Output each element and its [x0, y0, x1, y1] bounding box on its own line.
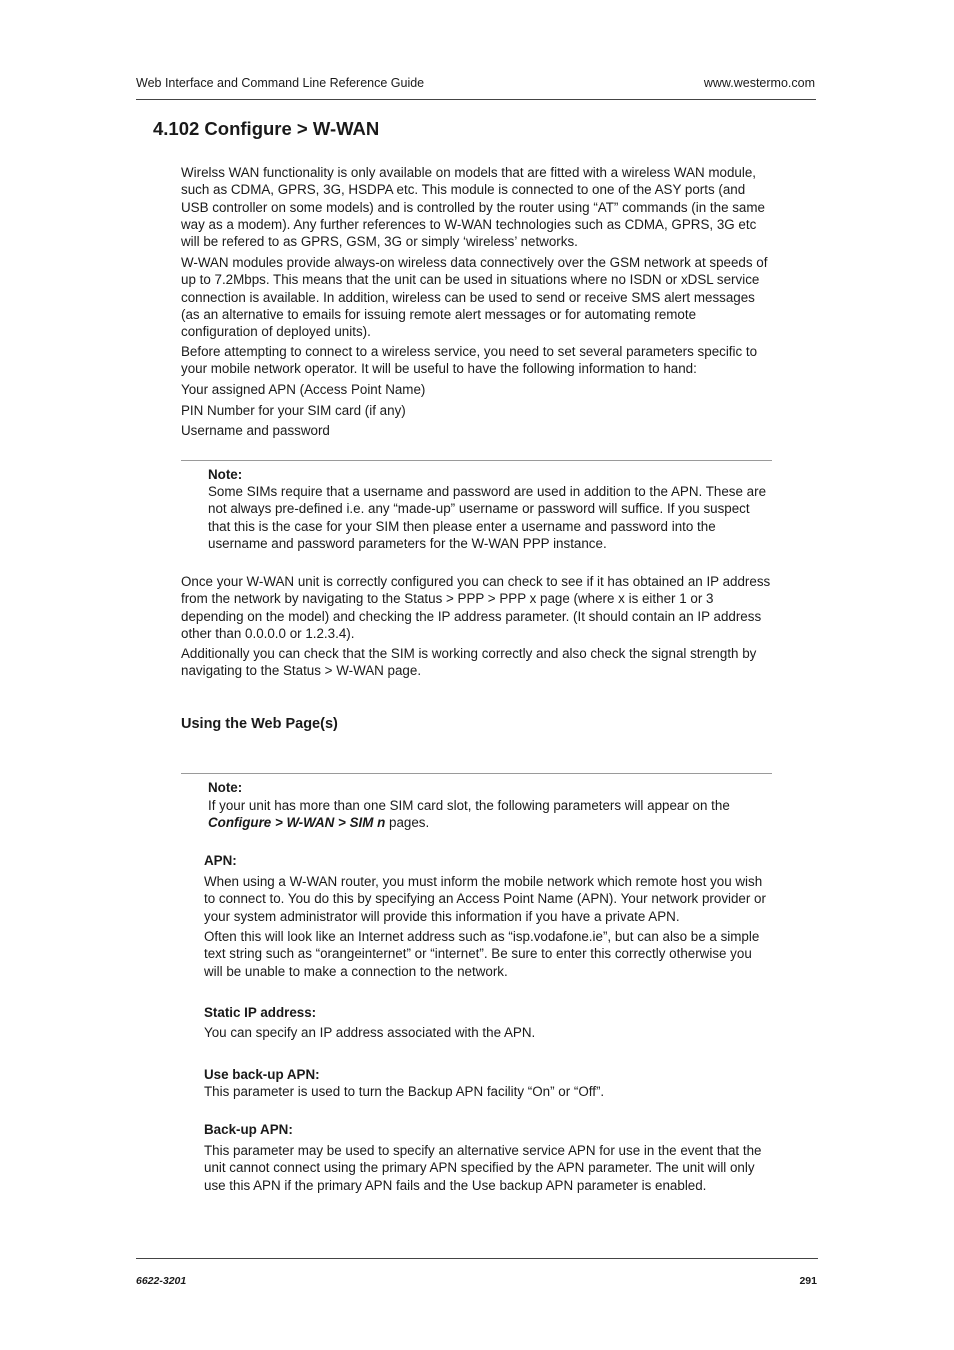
backup-apn-description: This parameter may be used to specify an alternative service APN for use in the event that the unit cannot connect using the primary APN specified by the APN parameter. The unit will only use this APN if the primary APN fails and the Use backup APN parameter is enabled.: [204, 1143, 762, 1193]
running-header-url: www.westermo.com: [703, 76, 815, 90]
subheading: Using the Web Page(s): [181, 716, 338, 732]
note-label-2: Note:: [208, 780, 243, 795]
config-path: Configure > W-WAN > SIM n: [208, 815, 386, 831]
intro-paragraph-3: Before attempting to connect to a wireless service, you need to set several parameters specific to your mobile network operator. It will be useful to have the following information to hand:: [181, 344, 758, 377]
page-number: 291: [799, 1275, 817, 1287]
header-rule: [136, 99, 816, 100]
note-label: Note:: [208, 467, 243, 482]
running-header-title: Web Interface and Command Line Reference Guide: [136, 76, 425, 90]
note-text-2: [208, 797, 771, 832]
backup-apn-label: Back-up APN:: [204, 1122, 293, 1137]
note-text-2-lead: If your unit has more than one SIM card slot, the following parameters will appear on the: [208, 798, 730, 813]
apn-label: APN:: [204, 853, 237, 868]
info-item-credentials: Username and password: [181, 423, 330, 438]
note-rule-2: [181, 773, 772, 774]
footer-rule: [136, 1258, 818, 1259]
intro-paragraph-2: W-WAN modules provide always-on wireless data connectively over the GSM network at speeds of up to 7.2Mbps. This means that the unit can be used in situations where no ISDN or xDSL service connection is available. In addition, wireless can be used to send or receive SMS alert messages (as an alternative to emails for issuing remote alert messages or for automating remote configuration of deployed units).: [181, 255, 768, 340]
apn-description-1: When using a W-WAN router, you must inform the mobile network which remote host you wish to connect to. You do this by specifying an Access Point Name (APN). Your network provider or your system administrator will provide this information if you have a private APN.: [204, 874, 766, 924]
use-backup-apn-description: This parameter is used to turn the Backup APN facility “On” or “Off”.: [204, 1084, 605, 1099]
note-text: Some SIMs require that a username and password are used in addition to the APN. These are not always pre-defined i.e. any “made-up” username or password will suffice. If you suspect that this is the case for your SIM then please enter a username and password into the username and password parameters for the W-WAN PPP instance.: [208, 484, 767, 551]
status-check-paragraph: Once your W-WAN unit is correctly configured you can check to see if it has obtained an IP address from the network by navigating to the Status > PPP > PPP x page (where x is either 1 or 3 depending on the model) and checking the IP address parameter. (It should contain an IP address other than 0.0.0.0 or 1.2.3.4).: [181, 574, 771, 641]
note-text-2-tail: pages.: [385, 815, 430, 831]
document-number: 6622-3201: [136, 1275, 187, 1287]
static-ip-description: You can specify an IP address associated with the APN.: [204, 1025, 536, 1040]
use-backup-apn-label: Use back-up APN:: [204, 1067, 320, 1082]
intro-paragraph-1: Wirelss WAN functionality is only available on models that are fitted with a wireless WAN module, such as CDMA, GPRS, 3G, HSDPA etc. This module is connected to one of the ASY ports (and USB controller on some models) and is controlled by the router using “AT” commands (in the same way as a modem). Any further references to W-WAN technologies such as CDMA, GPRS, 3G etc will be refered to as GPRS, GSM, 3G or simply ‘wireless’ networks.: [181, 165, 765, 250]
static-ip-label: Static IP address:: [204, 1005, 317, 1020]
note-rule: [181, 460, 772, 461]
info-item-apn: Your assigned APN (Access Point Name): [181, 382, 426, 397]
signal-check-paragraph: Additionally you can check that the SIM is working correctly and also check the signal strength by navigating to the Status > W-WAN page.: [181, 646, 757, 679]
section-title: 4.102 Configure > W-WAN: [153, 118, 380, 139]
info-item-pin: PIN Number for your SIM card (if any): [181, 403, 406, 418]
apn-description-2: Often this will look like an Internet address such as “isp.vodafone.ie”, but can also be a simple text string such as “orangeinternet” or “internet”. Be sure to enter this correctly otherwise you will be unable to make a connection to the network.: [204, 929, 760, 979]
